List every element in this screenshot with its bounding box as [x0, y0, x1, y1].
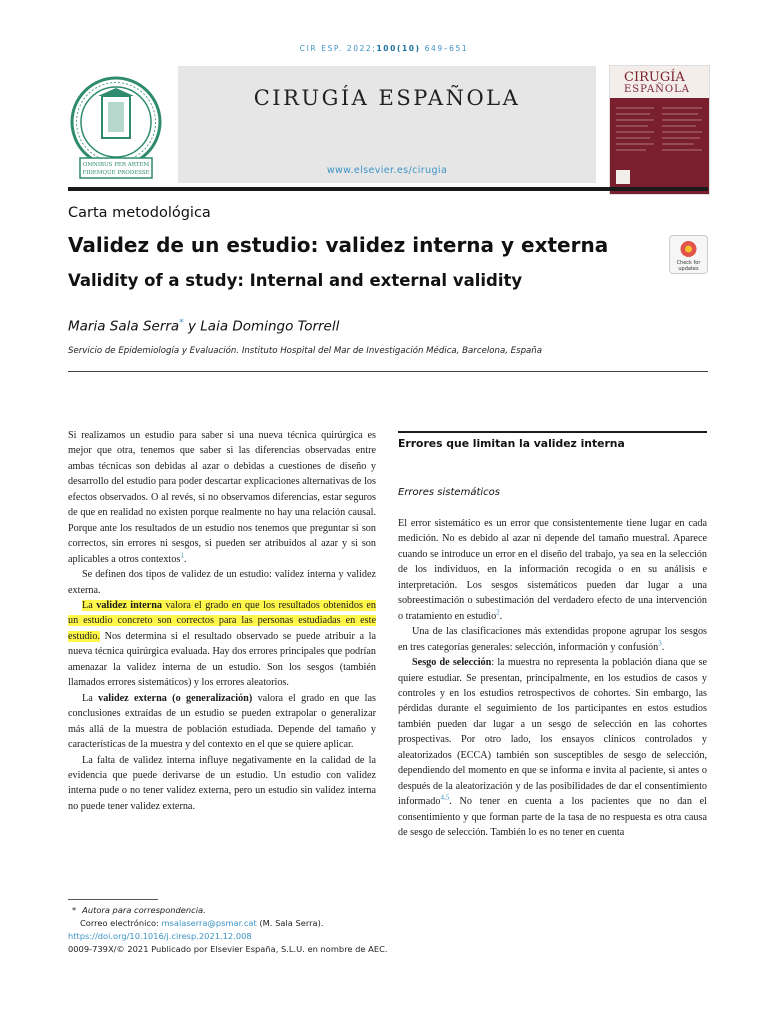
term-sesgo-seleccion: Sesgo de selección	[412, 657, 492, 669]
section-rule	[398, 431, 707, 433]
paragraph	[68, 428, 376, 567]
citation-journal: CIR ESP.	[299, 44, 343, 53]
term-validez-interna: validez interna	[96, 599, 162, 611]
correspondence-footnote	[68, 905, 206, 915]
reference-link[interactable]: 1	[180, 551, 184, 560]
badge-label-1: Check for	[676, 260, 701, 266]
paragraph: La falta de validez interna influye negativamente en la calidad de la evidencia que puede derivarse de un estudio. Un estudio con validez interna pude o no tener validez externa, pero un estudio sin validez interna no puede tener validez externa.	[68, 754, 376, 812]
article-type: Carta metodológica	[68, 205, 211, 221]
author-name: Maria Sala Serra	[68, 318, 180, 335]
header-bottom-rule	[68, 371, 708, 372]
author-separator: y	[183, 318, 201, 335]
paragraph-text: .	[183, 553, 187, 565]
right-column-body	[398, 516, 707, 841]
citation-pages: 649–651	[424, 44, 469, 53]
badge-label-2: updates	[678, 266, 699, 272]
term-validez-externa: validez externa (o generalización)	[98, 692, 253, 704]
email-label: Correo electrónico:	[80, 918, 162, 928]
section-heading: Errores que limitan la validez interna	[398, 437, 625, 450]
paragraph-text: Nos determina si el resultado observado se puede atribuir a la nueva técnica quirúrgica evaluada. Hay dos errores principales que podrían amenazar la validez interna de un estudio. Son los sesgos (también llamados errores sistemáticos) y los errores aleatorios.	[68, 630, 376, 689]
reference-link[interactable]: 3	[658, 639, 662, 648]
footnote-text: Autora para correspondencia.	[82, 905, 206, 915]
author-name: Laia Domingo Torrell	[200, 318, 340, 335]
citation-year: 2022;	[346, 44, 377, 53]
email-link[interactable]: msalaserra@psmar.cat	[161, 918, 257, 928]
author-affiliation: Servicio de Epidemiología y Evaluación. Instituto Hospital del Mar de Investigación Médica, Barcelona, España	[68, 346, 543, 356]
reference-link[interactable]: 2	[496, 608, 500, 617]
paragraph: Se definen dos tipos de validez de un estudio: validez interna y validez externa.	[68, 569, 376, 596]
correspondence-mark[interactable]: *	[179, 318, 184, 328]
paragraph: La validez externa (o generalización) valora el grado en que las conclusiones extraídas de un estudio se pueden extrapolar o generalizar más allá de la muestra de población estudiada. Depende del tamaño y características de la muestra y del contexto en el que se quiere aplicar.	[68, 692, 376, 751]
paragraph	[68, 598, 376, 691]
paragraph-text: Si realizamos un estudio para saber si una nueva técnica quirúrgica es mejor que otra, tenemos que saber si las diferencias observadas entre ambas técnicas son debidas al azar o debidas a cuestiones de diseño y desarrollo del estudio para poder descartar explicaciones alternativas de los efectos observados. O al revés, si no observamos diferencias, estar seguros de que en realidad no existen porque realmente no hay una relación causal. Porque ante los resultados de un estudio nos tenemos que preguntar si son correctos, sin errores ni sesgos, si pueden ser atribuidos al azar y si son aplicables a otros contextos	[68, 430, 376, 565]
journal-title: CIRUGÍA ESPAÑOLA	[253, 86, 521, 110]
society-seal-logo	[68, 74, 164, 182]
paragraph: El error sistemático es un error que consistentemente tiene lugar en cada medición. No es debido al azar ni depende del tamaño muestral. Aparece cuando se introduce un error en el diseño del trabajo, ya sea en la selección de los individuos, en la información recogida o en su análisis e interpretación. Los sesgos sistemáticos pueden dar lugar a una sobreestimación o subestimación del verdadero efecto de una intervención o tratamiento en estudio$^2$.	[398, 518, 707, 622]
footnote-rule	[68, 899, 158, 900]
highlighted-text: La validez interna valora el grado en que los resultados obtenidos en un estudio concreto son correctos para las personas estudiadas en este estudio.	[68, 599, 377, 642]
logo-motto-2: FIDEMQUE PRODESSE	[82, 170, 150, 176]
citation-volume: 100(10)	[376, 44, 421, 53]
footnote-mark: *	[72, 905, 77, 915]
reference-link[interactable]: 4,5	[440, 793, 450, 802]
copyright-notice: 0009-739X/© 2021 Publicado por Elsevier España, S.L.U. en nombre de AEC.	[68, 944, 388, 954]
author-list	[68, 318, 339, 335]
email-footnote	[80, 918, 323, 928]
subsection-heading: Errores sistemáticos	[398, 487, 500, 498]
journal-cover-thumbnail	[609, 65, 710, 195]
journal-url-link[interactable]: www.elsevier.es/cirugia	[326, 165, 448, 176]
article-title-english: Validity of a study: Internal and external validity	[68, 271, 523, 290]
paragraph: Una de las clasificaciones más extendidas propone agrupar los sesgos en tres categorías generales: selección, información y confusión$^3$.	[398, 626, 707, 653]
article-title-spanish: Validez de un estudio: validez interna y externa	[68, 233, 609, 257]
cover-title-1: CIRUGÍA	[624, 70, 685, 85]
cover-title-2: ESPAÑOLA	[624, 84, 690, 95]
check-for-updates-button[interactable]	[669, 235, 708, 274]
journal-citation	[0, 44, 768, 53]
logo-motto-1: OMNIBUS PER ARTEM	[82, 162, 150, 168]
email-suffix: (M. Sala Serra).	[256, 918, 324, 928]
left-column-body	[68, 428, 376, 814]
header-rule	[68, 187, 708, 191]
doi-link[interactable]: https://doi.org/10.1016/j.ciresp.2021.12.008	[68, 931, 252, 941]
paragraph: Sesgo de selección: la muestra no representa la población diana que se quiere estudiar. Se presentan, principalmente, en los estudios de casos y controles y en los estudios retrospectivos de cohortes. Sin embargo, las pérdidas durante el seguimiento de los participantes en estos estudios también pueden dar lugar a un sesgo de selección en las cohortes prospectivas. Por otro lado, los ensayos clínicos controlados y aleatorizados (ECCA) también son susceptibles de sesgo de selección, dependiendo del momento en que se informa e invita al paciente, si antes o después de la aleatorización y de las posibilidades de dar el consentimiento informado$^{4,5}$. No tener en cuenta a los pacientes que no dan el consentimiento y que forman parte de la tasa de no respuesta es otra causa de sesgo de selección. También lo es no tener en cuenta	[398, 657, 708, 839]
